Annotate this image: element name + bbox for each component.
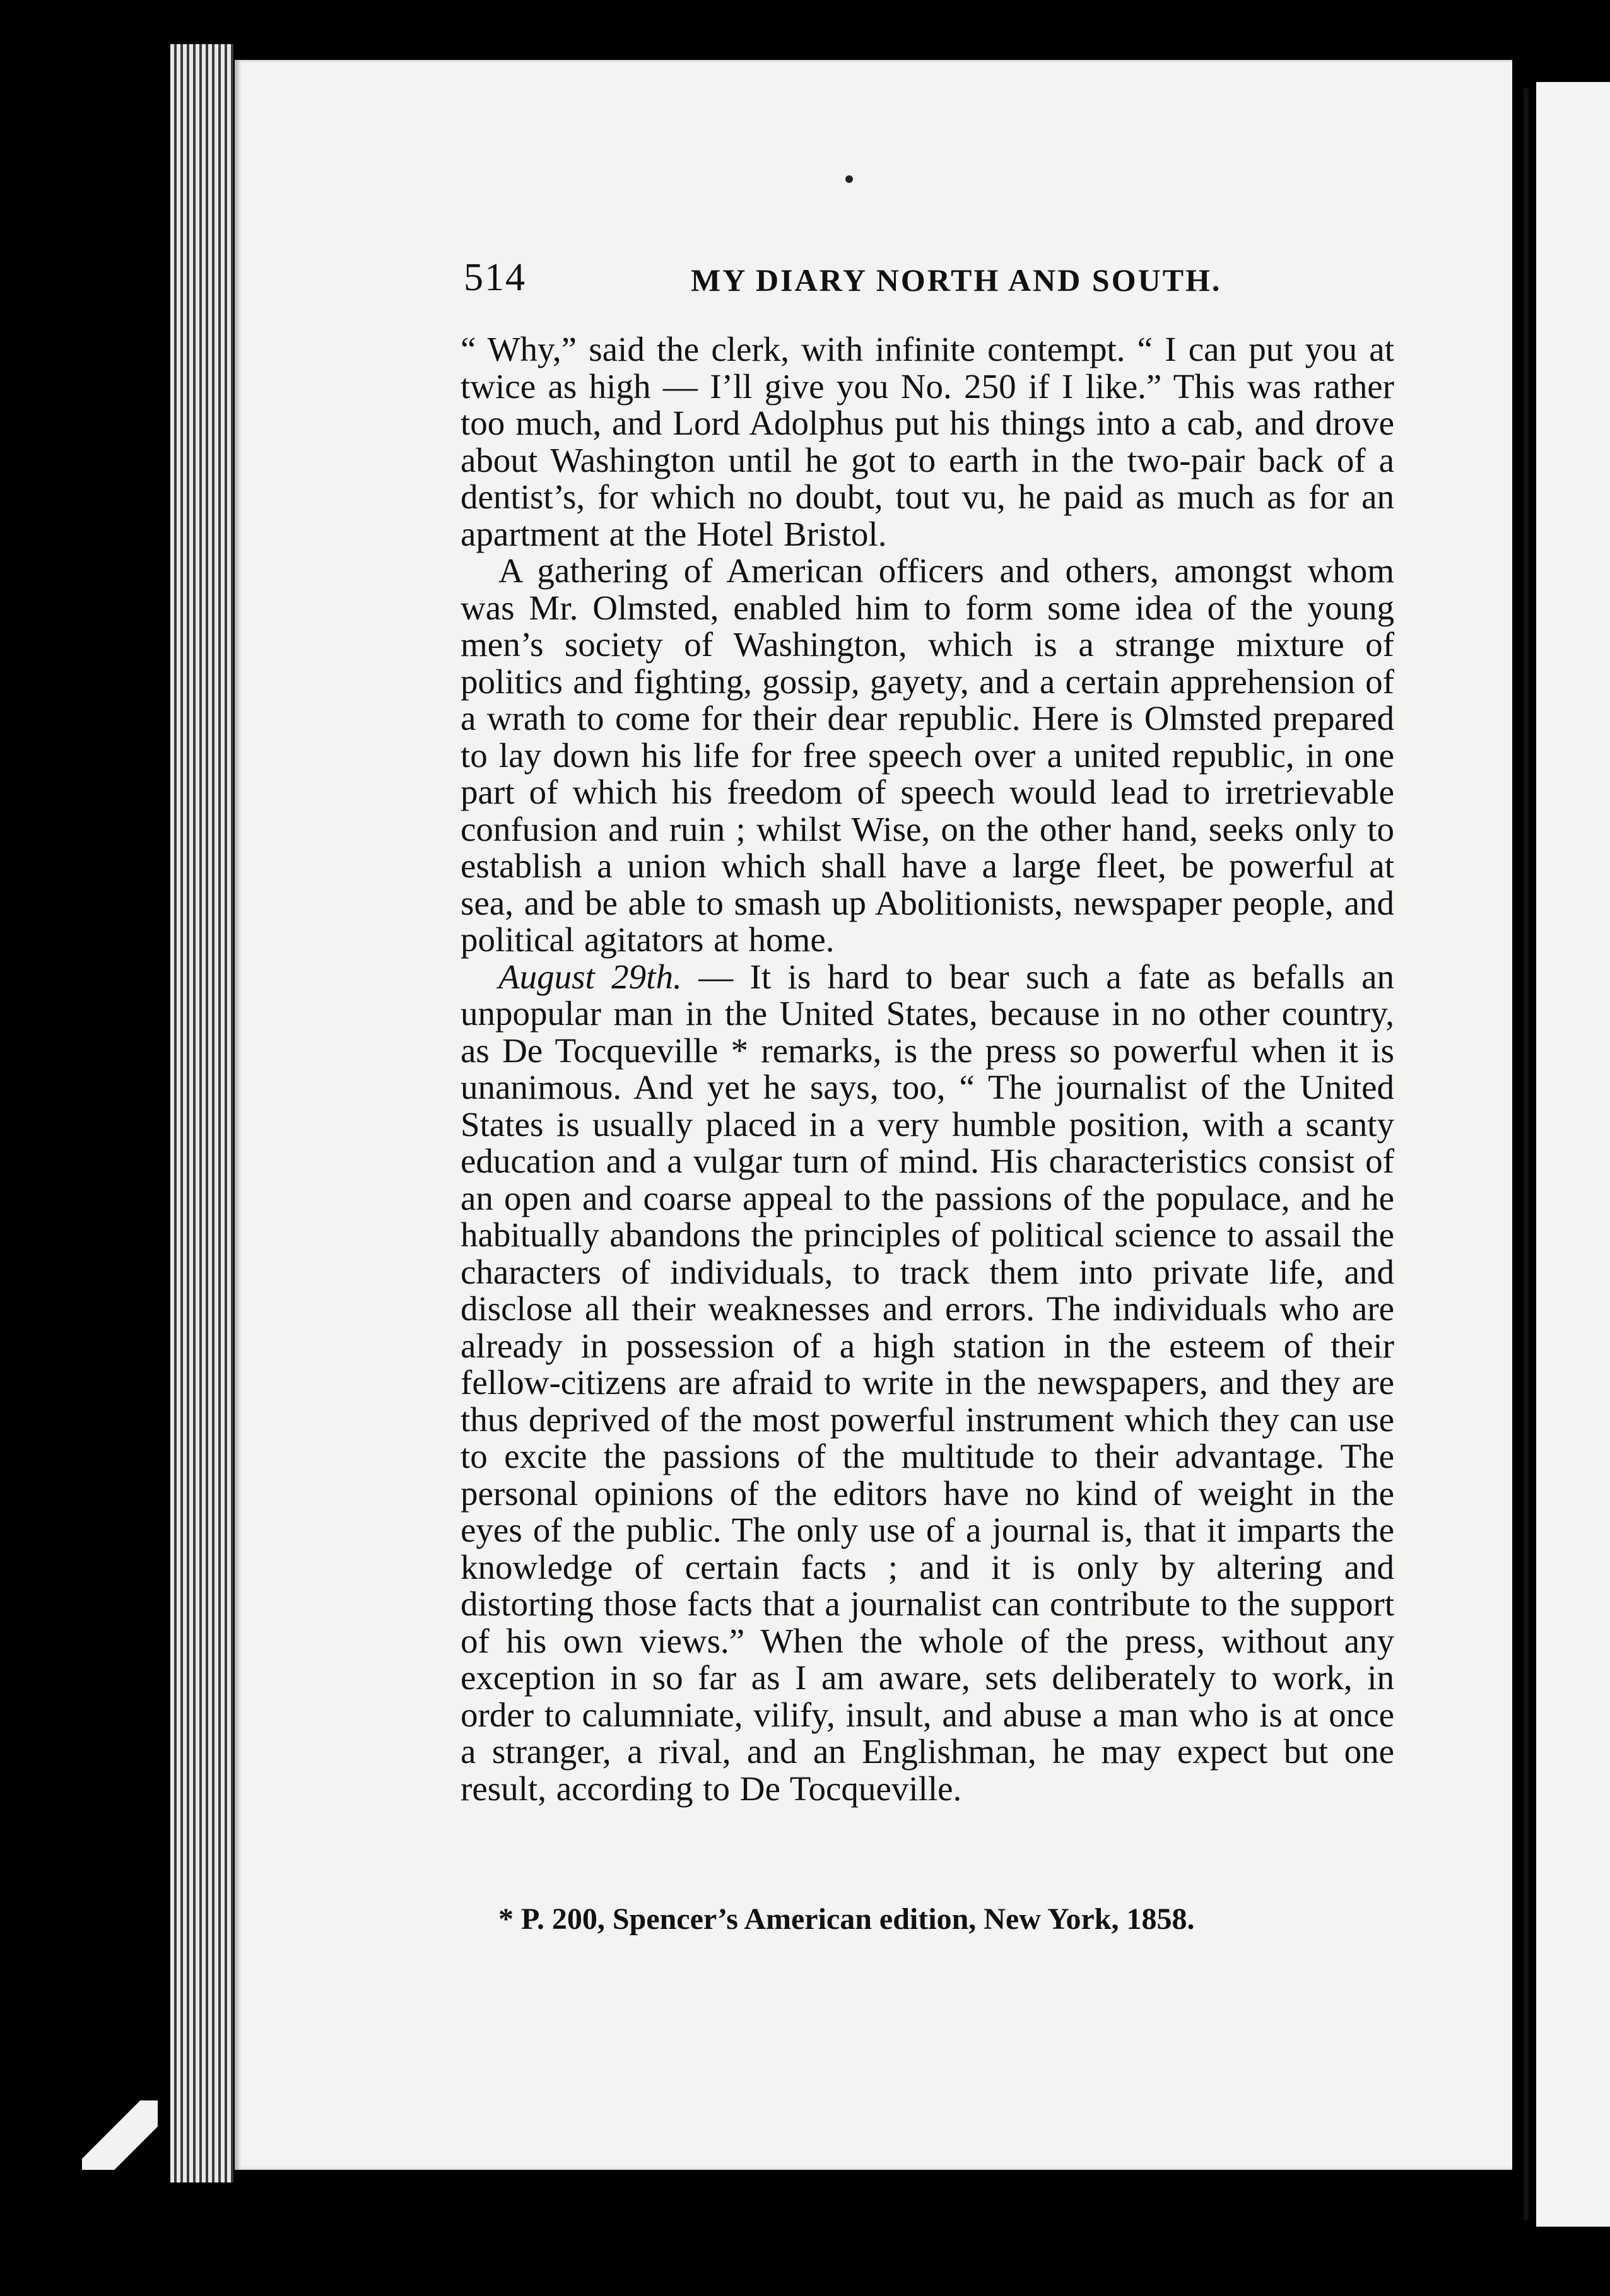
- body-text: [461, 331, 1394, 1807]
- paragraph-3-text: — It is hard to bear such a fate as befalls an unpopular man in the United States, because in no other country, as De Tocqueville * remarks, is the press so powerful when it is unanimous. And yet he says, too, “ The journalist of the United States is usually placed in a very humble position, with a scanty education and a vulgar turn of mind. His characteristics consist of an open and coarse appeal to the passions of the populace, and he habitually abandons the principles of political science to assail the characters of individuals, to track them into private life, and disclose all their weaknesses and errors. The individuals who are already in possession of a high station in the esteem of their fellow-citizens are afraid to write in the newspapers, and they are thus deprived of the most powerful instrument which they can use to excite the passions of the multitude to their advantage. The personal opinions of the editors have no kind of weight in the eyes of the public. The only use of a journal is, that it imparts the knowledge of certain facts ; and it is only by altering and distorting those facts that a journalist can contribute to the support of his own views.” When the whole of the press, without any exception in so far as I am aware, sets deliberately to work, in order to calumniate, vilify, insult, and abuse a man who is at once a stranger, a rival, and an Englishman, he may expect but one result, according to De Tocqueville.: [461, 957, 1394, 1808]
- ink-speck: [845, 175, 853, 183]
- page-number: 514: [464, 256, 526, 299]
- paragraph-2: A gathering of American officers and others, amongst whom was Mr. Olmsted, enabled him to form some idea of the young men’s society of Washington, which is a strange mixture of politics and fighting, gossip, gayety, and a certain apprehension of a wrath to come for their dear republic. Here is Olmsted prepared to lay down his life for free speech over a united republic, in one part of which his freedom of speech would lead to irretrievable confusion and ruin ; whilst Wise, on the other hand, seeks only to establish a union which shall have a large fleet, be powerful at sea, and be able to smash up Abolitionists, newspaper people, and political agitators at home.: [461, 551, 1394, 959]
- facing-page-edge: [1536, 82, 1610, 2227]
- paragraph-1: “ Why,” said the clerk, with infinite contempt. “ I can put you at twice as high — I’ll give you No. 250 if I like.” This was rather too much, and Lord Adolphus put his things into a cab, and drove about Washington until he got to earth in the two-pair back of a dentist’s, for which no doubt, tout vu, he paid as much as for an apartment at the Hotel Bristol.: [461, 330, 1394, 553]
- running-head: MY DIARY NORTH AND SOUTH.: [691, 262, 1222, 298]
- book-spine-edge: [170, 44, 233, 2182]
- footnote: * P. 200, Spencer’s American edition, New York, 1858.: [498, 1902, 1195, 1936]
- diary-date: August 29th.: [498, 957, 682, 996]
- page-corner: [82, 2100, 158, 2170]
- paragraph-3: [461, 959, 1394, 1808]
- page-gutter: [1524, 88, 1529, 2220]
